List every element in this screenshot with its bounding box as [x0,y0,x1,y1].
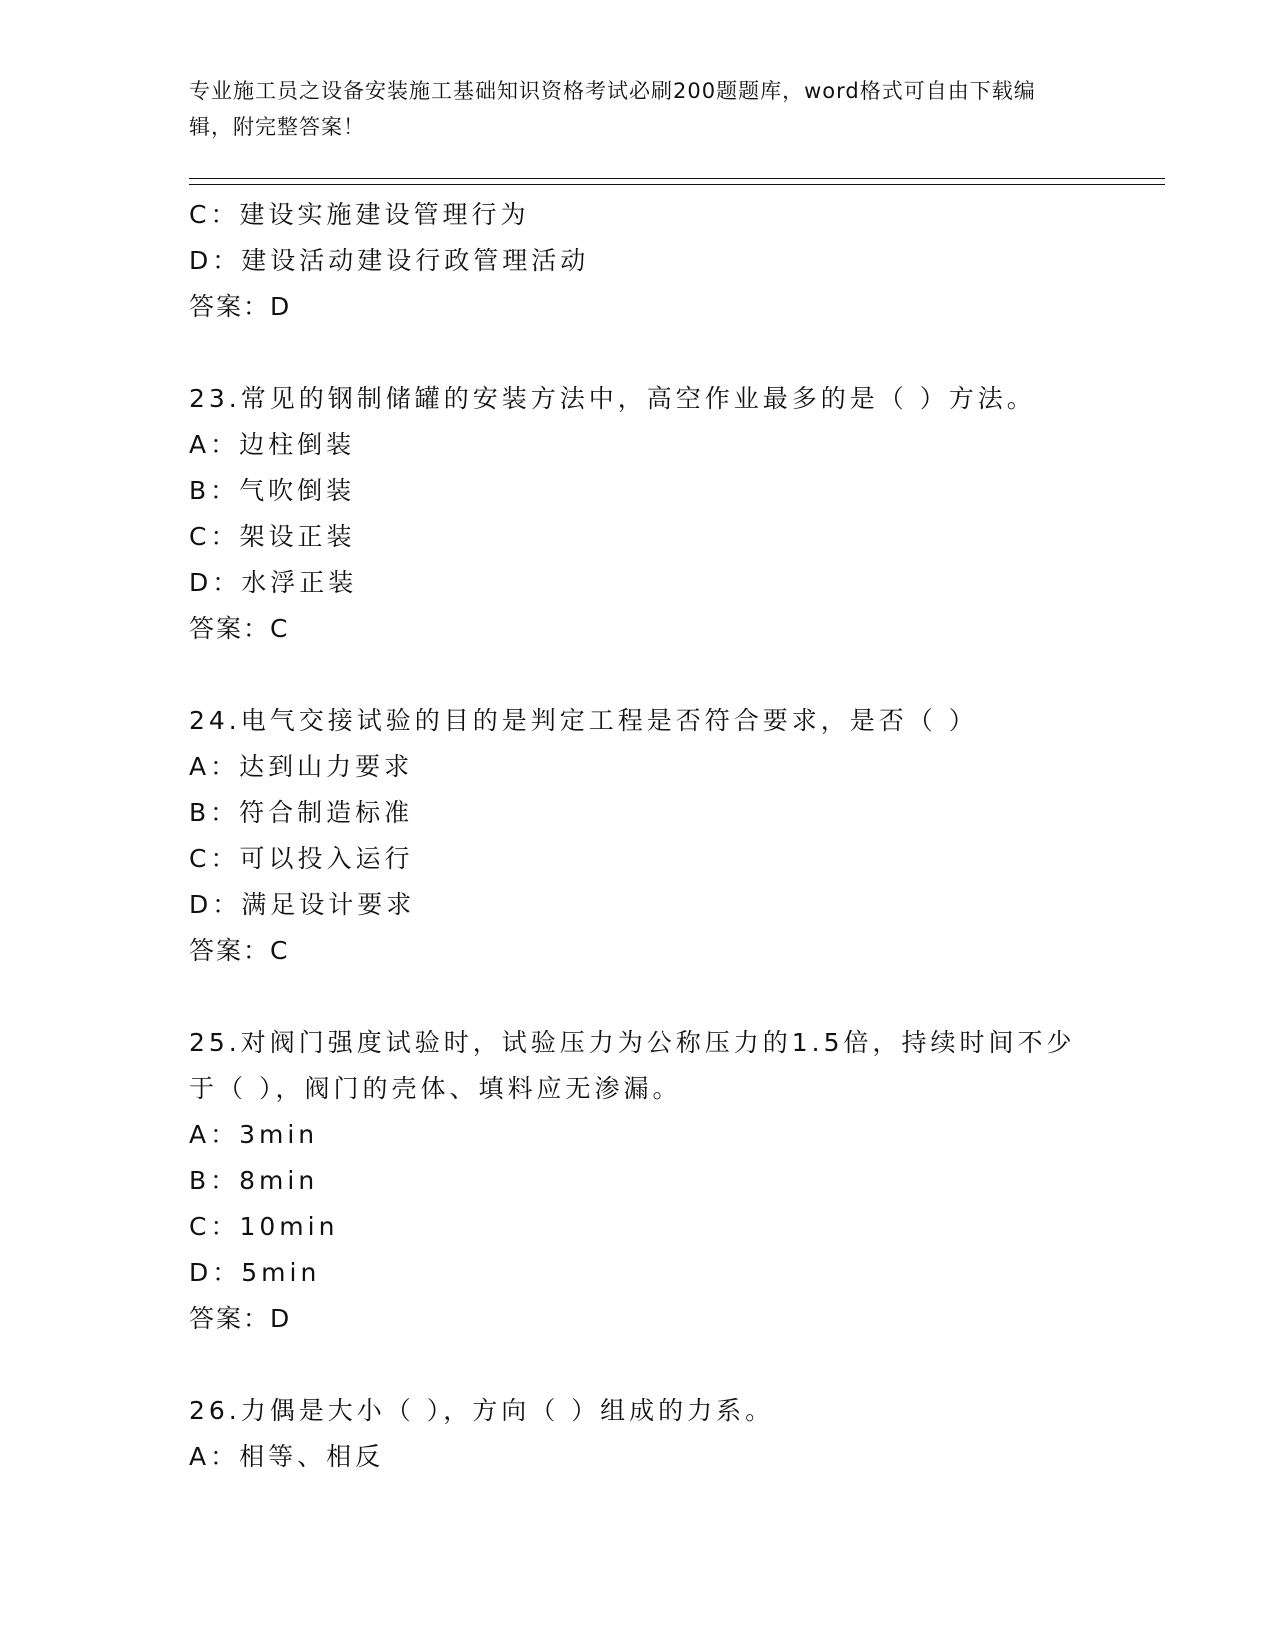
answer: 答案：C [189,936,290,965]
option-b: B：8min [189,1166,319,1195]
header-text: 专业施工员之设备安装施工基础知识资格考试必刷200题题库，word格式可自由下载编辑，附完整答案！ [189,79,1036,139]
question-stem: 24.电气交接试验的目的是判定工程是否符合要求，是否（ ） [189,706,978,735]
option-c: C：可以投入运行 [189,844,414,873]
document-header [189,73,1069,145]
question-stem: 26.力偶是大小（ ），方向（ ）组成的力系。 [189,1396,775,1425]
option-c: C：架设正装 [189,522,356,551]
question-stem-line-2: 于（ ），阀门的壳体、填料应无渗漏。 [189,1074,682,1103]
option-c: C：10min [189,1212,339,1241]
spacer [189,330,1129,376]
option-c: C：建设实施建设管理行为 [189,200,530,229]
answer: 答案：D [189,1304,292,1333]
spacer [189,652,1129,698]
option-a: A：相等、相反 [189,1442,385,1471]
header-rule-bottom [189,184,1165,185]
question-stem-line-1: 25.对阀门强度试验时，试验压力为公称压力的1.5倍，持续时间不少 [189,1028,1076,1057]
option-b: B：气吹倒装 [189,476,356,505]
option-a: A：达到山力要求 [189,752,414,781]
question-list [189,192,1129,1480]
option-d: D：建设活动建设行政管理活动 [189,246,590,275]
option-a: A：3min [189,1120,319,1149]
option-a: A：边柱倒装 [189,430,356,459]
option-b: B：符合制造标准 [189,798,414,827]
option-d: D：5min [189,1258,321,1287]
spacer [189,1342,1129,1388]
header-rule-top [189,178,1165,179]
option-d: D：满足设计要求 [189,890,416,919]
spacer [189,974,1129,1020]
answer: 答案：C [189,614,290,643]
answer: 答案：D [189,292,292,321]
option-d: D：水浮正装 [189,568,358,597]
question-stem: 23.常见的钢制储罐的安装方法中，高空作业最多的是（ ）方法。 [189,384,1036,413]
